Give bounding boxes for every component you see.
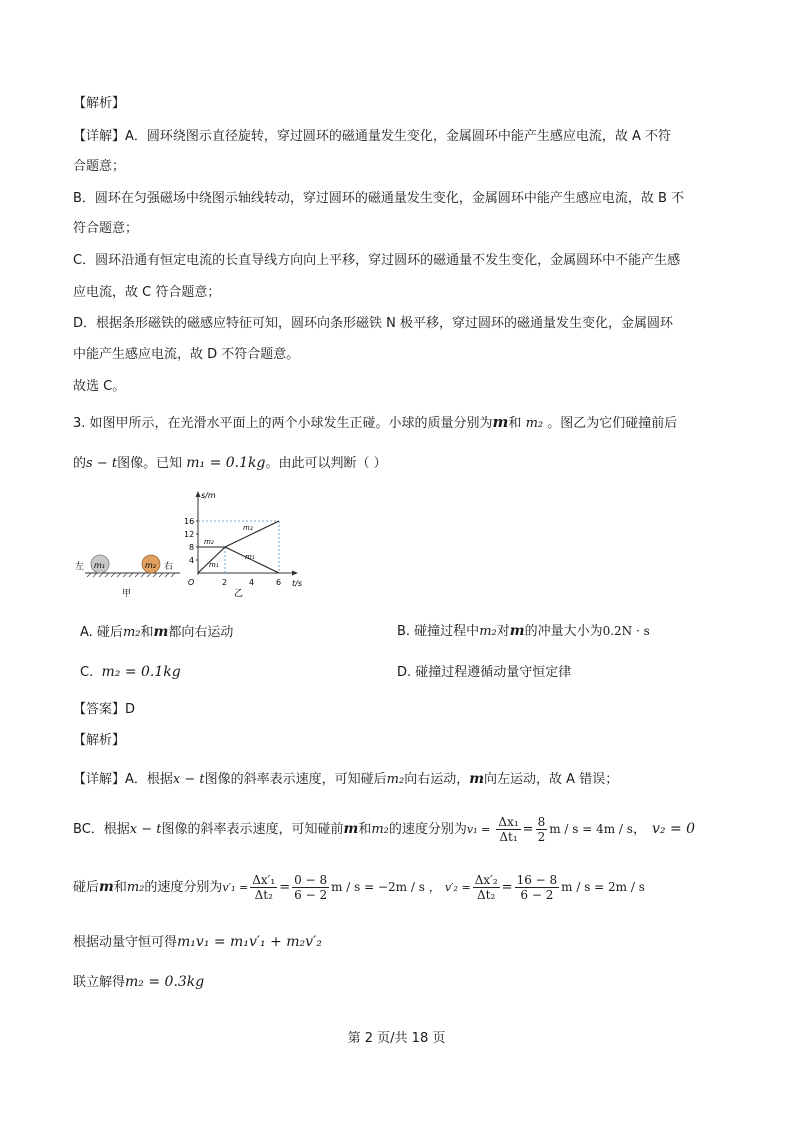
explain-text: 向右运动， <box>404 772 470 787</box>
option-text: 对 <box>496 624 510 639</box>
x-tick: 6 <box>276 578 282 587</box>
v2p-result: m / s = 2m / s <box>561 880 645 894</box>
explain-text: BC．根据 <box>73 822 130 837</box>
stem-text: 。由此可以判断（ ） <box>265 456 387 471</box>
option-d: D. 碰撞过程遵循动量守恒定律 <box>397 665 572 680</box>
stem-text: 。图乙为它们碰撞前后 <box>547 416 678 431</box>
explain-b-line2: 符合题意； <box>73 221 139 236</box>
denominator: Δt₁ <box>499 830 518 844</box>
numerator: 8 <box>537 815 546 829</box>
v1-fraction-2 <box>536 815 548 844</box>
stem-text: 的 <box>73 456 87 471</box>
numerator: Δx′₁ <box>252 873 276 887</box>
m1-symbol: m <box>509 623 525 639</box>
denominator: Δt₂ <box>254 888 273 902</box>
v1p-fraction-2 <box>292 873 329 902</box>
m1-symbol: m <box>99 879 114 895</box>
label-m1-before: m₁ <box>209 561 219 569</box>
explain-after-velocities: 碰后m和m₂的速度分别为v′₁ = $\frac{\text{Δx′₁}}{\text{Δt₂}}$ = $\frac{0 - 8}{6 - 2}$ m / s = −2m / s ， v′₂ = $\frac{\text{Δx′₂}}{\text{Δt₂}}$ = $\frac{16 - 8}{6 - 2}$ m / s = 2m / s <box>73 873 645 902</box>
stem-text: 3. 如图甲所示，在光滑水平面上的两个小球发生正碰。小球的质量分别为 <box>73 416 493 431</box>
option-text: A. 碰后 <box>80 625 123 640</box>
v2p-fraction-2 <box>515 873 560 902</box>
y-tick: 4 <box>189 556 195 565</box>
origin-label: O <box>188 578 195 587</box>
explain-text: 和 <box>358 822 372 837</box>
analysis-tag: 【解析】 <box>73 96 126 111</box>
y-tick: 16 <box>184 517 195 526</box>
explain-text: 碰后 <box>73 880 100 895</box>
explain-text: 向左运动，故 A 错误； <box>484 772 619 787</box>
explain-q3-a <box>73 770 618 789</box>
momentum-equation: m₁v₁ = m₁v′₁ + m₂v′₂ <box>177 934 322 950</box>
stem-text: 和 <box>508 416 522 431</box>
conclusion: 故选 C。 <box>73 379 126 394</box>
question-stem-line1 <box>73 413 677 433</box>
xt-symbol: x − t <box>129 822 162 837</box>
x-tick-labels <box>222 578 281 587</box>
y-tick: 12 <box>184 530 195 539</box>
option-text: 的冲量大小为 <box>524 624 603 639</box>
option-b <box>397 622 650 641</box>
momentum-conservation <box>73 933 322 952</box>
explain-text: 【详解】A．根据 <box>73 772 173 787</box>
option-text: 和 <box>140 625 154 640</box>
explain-text: 和 <box>113 880 127 895</box>
known-mass: m₁ = 0.1kg <box>186 455 266 471</box>
denominator: 6 − 2 <box>294 888 328 902</box>
explain-a-line1: 【详解】A．圆环绕图示直径旋转，穿过圆环的磁通量发生变化，金属圆环中能产生感应电流，故 A 不符 <box>73 129 672 144</box>
impulse-value: 0.2N · s <box>602 624 650 638</box>
m2-symbol: m₂ <box>126 880 145 895</box>
m1-symbol: m <box>153 624 169 640</box>
st-symbol: s − t <box>86 456 118 471</box>
ground-hatching <box>87 573 175 577</box>
label-m2-after: m₂ <box>243 524 253 532</box>
v1p-fraction <box>250 873 277 902</box>
m2-symbol: m₂ <box>386 772 405 787</box>
x-tick: 2 <box>222 578 228 587</box>
label-m1-after: m₁ <box>245 553 255 561</box>
stem-text: 图像。已知 <box>117 456 183 471</box>
m1-symbol: m <box>469 771 485 787</box>
numerator: 16 − 8 <box>516 873 558 887</box>
v2-value: v₂ = 0 <box>651 821 696 837</box>
explain-text: 的速度分别为 <box>144 880 223 895</box>
collision-figure <box>70 490 320 605</box>
v2p-lhs: v′₂ = <box>444 881 471 894</box>
numerator: 0 − 8 <box>294 873 328 887</box>
question-stem-line2 <box>73 454 387 473</box>
y-axis-arrow <box>196 491 201 497</box>
caption-jia: 甲 <box>122 589 132 599</box>
numerator: Δx′₂ <box>474 873 498 887</box>
y-axis-label: s/m <box>201 491 216 500</box>
ball-m1-label: m₁ <box>94 561 105 570</box>
explain-q3-bc: BC．根据x − t图像的斜率表示速度，可知碰前m和m₂的速度分别为v₁ = $\frac{\text{Δx₁}}{\text{Δt₁}}$ = $\frac{8}{2}$ m / s = 4m / s， v₂ = 0 <box>73 815 696 844</box>
option-text: 都向右运动 <box>168 625 234 640</box>
option-c <box>80 663 181 682</box>
option-text: B. 碰撞过程中 <box>397 624 480 639</box>
explain-b-line1: B．圆环在匀强磁场中绕图示轴线转动，穿过圆环的磁通量发生变化，金属圆环中能产生感应电流，故 B 不 <box>73 191 685 206</box>
explain-text: 的速度分别为 <box>388 822 467 837</box>
explain-d-line2: 中能产生感应电流，故 D 不符合题意。 <box>73 347 300 362</box>
equals: = <box>522 822 534 837</box>
explain-a-line2: 合题意； <box>73 159 126 174</box>
m1-symbol: m <box>343 821 359 837</box>
option-a <box>80 623 233 642</box>
m2-symbol: m₂ <box>371 822 389 837</box>
y-tick: 8 <box>189 543 195 552</box>
label-m2-before: m₂ <box>204 538 214 546</box>
explain-c-line1: C．圆环沿通有恒定电流的长直导线方向向上平移，穿过圆环的磁通量不发生变化，金属圆环中不能产生感 <box>73 253 681 268</box>
y-tick-labels <box>184 517 194 565</box>
option-text: C. <box>80 665 94 680</box>
solution <box>73 973 204 992</box>
denominator: 6 − 2 <box>520 888 554 902</box>
v1-fraction <box>496 815 520 844</box>
m2-symbol: m₂ <box>479 624 497 639</box>
x-axis-label: t/s <box>292 579 302 588</box>
explain-text: 图像的斜率表示速度，可知碰后 <box>204 772 387 787</box>
line-m1-before <box>198 547 225 573</box>
solution-equation: m₂ = 0.3kg <box>125 974 205 990</box>
option-c-value: m₂ = 0.1kg <box>101 664 181 680</box>
ball-m2-label: m₂ <box>145 561 156 570</box>
xt-symbol: x − t <box>172 772 205 787</box>
explain-text: 根据动量守恒可得 <box>73 935 178 950</box>
explain-text: 图像的斜率表示速度，可知碰前 <box>161 822 344 837</box>
analysis-tag-2: 【解析】 <box>73 733 126 748</box>
x-axis-arrow <box>292 571 298 576</box>
page-footer: 第 2 页/共 18 页 <box>347 1031 446 1046</box>
m2-symbol: m₂ <box>525 416 544 431</box>
denominator: 2 <box>537 830 546 844</box>
numerator: Δx₁ <box>498 815 519 829</box>
m1-symbol: m <box>492 413 509 431</box>
m2-symbol: m₂ <box>122 625 141 640</box>
right-label: 右 <box>164 562 174 572</box>
caption-yi: 乙 <box>234 589 244 599</box>
v1-result: m / s = 4m / s <box>549 822 633 836</box>
x-tick: 4 <box>249 578 255 587</box>
explain-text: 联立解得 <box>73 975 126 990</box>
v1p-lhs: v′₁ = <box>222 881 249 894</box>
explain-d-line1: D．根据条形磁铁的磁感应特征可知，圆环向条形磁铁 N 极平移，穿过圆环的磁通量发生变化，金属圆环 <box>73 316 674 331</box>
answer: 【答案】D <box>73 702 136 717</box>
v1-lhs: v₁ = <box>466 823 491 836</box>
v2p-fraction <box>473 873 500 902</box>
denominator: Δt₂ <box>477 888 496 902</box>
v1p-result: m / s = −2m / s ， <box>331 880 441 894</box>
left-label: 左 <box>75 562 85 572</box>
explain-c-line2: 应电流，故 C 符合题意； <box>73 285 221 300</box>
